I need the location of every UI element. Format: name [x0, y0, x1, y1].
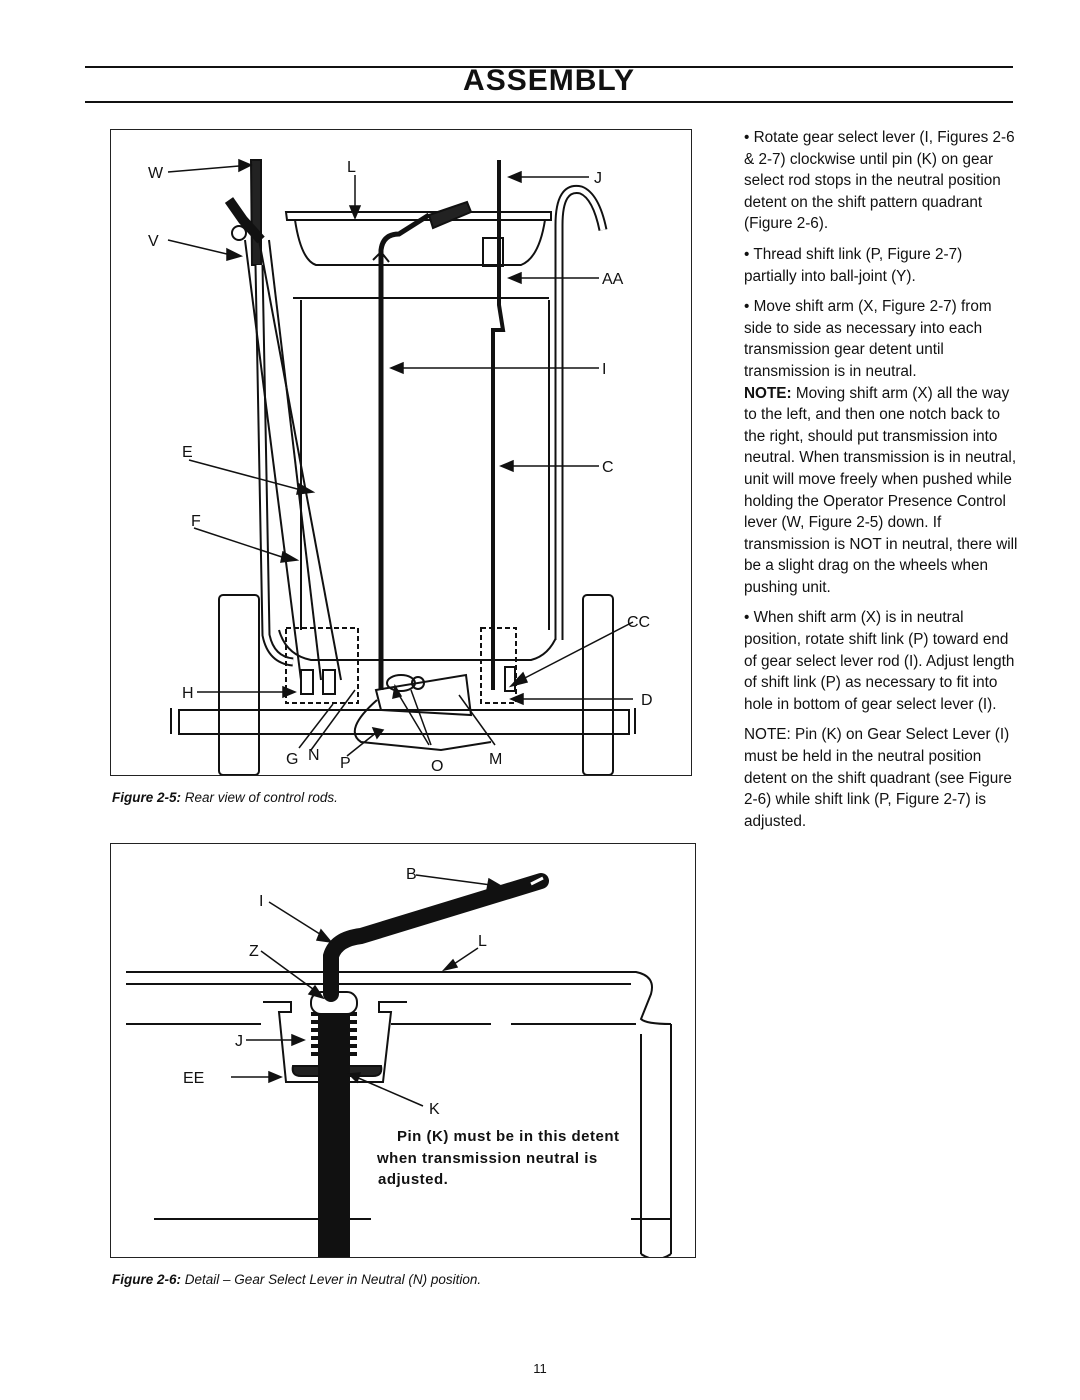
figure-2-5-caption-number: Figure 2-5:	[112, 790, 182, 805]
figure-2-6-drawing	[111, 844, 695, 1257]
note-neutral-label: NOTE:	[744, 384, 792, 402]
figure-2-5-caption	[112, 790, 338, 805]
label-C: C	[602, 459, 614, 476]
label-M: M	[489, 751, 503, 768]
label-EE: EE	[183, 1070, 205, 1087]
label-I: I	[259, 893, 264, 910]
instruction-thread-link: • Thread shift link (P, Figure 2-7) partially into ball-joint (Y).	[744, 244, 1019, 287]
label-P: P	[340, 755, 351, 772]
page-title: ASSEMBLY	[463, 64, 635, 97]
figure-2-6-caption-number: Figure 2-6:	[112, 1272, 182, 1287]
label-W: W	[148, 165, 164, 182]
instruction-rotate-shift-link: • When shift arm (X) is in neutral position, rotate shift link (P) toward end of gear select lever rod (I). Adjust length of shift link (P) as necessary to fit into hole in bottom of gear select lever (I).	[744, 607, 1019, 715]
note-pin-label: NOTE:	[744, 726, 791, 744]
note-neutral-text: Moving shift arm (X) all the way to the left, and then one notch back to the right, should put transmission into neutral. When transmission is in neutral, unit will move freely when pushed while holding the Operator Presence Control lever (W, Figure 2-5) down. If transmission is NOT in neutral, there will be a slight drag on the wheels when pushing unit.	[744, 384, 1018, 596]
label-L: L	[347, 159, 356, 176]
label-G: G	[286, 751, 299, 768]
label-N: N	[308, 747, 320, 764]
label-AA: AA	[602, 271, 624, 288]
instruction-rotate-lever: • Rotate gear select lever (I, Figures 2-6 & 2-7) clockwise until pin (K) on gear select rod stops in the neutral position detent on the shift pattern quadrant (Figure 2-6).	[744, 127, 1019, 235]
label-K: K	[429, 1101, 440, 1118]
label-H: H	[182, 685, 194, 702]
label-F: F	[191, 513, 201, 530]
label-J: J	[235, 1033, 243, 1050]
instruction-move-shift-arm: • Move shift arm (X, Figure 2-7) from side to side as necessary into each transmission gear detent until transmission is in neutral.	[744, 296, 1019, 382]
callout-line-1: Pin (K) must be in this detent	[397, 1128, 620, 1145]
note-pin-text: Pin (K) on Gear Select Lever (I) must be held in the neutral position detent on the shift quadrant (see Figure 2-6) while shift link (P, Figure 2-7) is adjusted.	[744, 726, 1012, 830]
label-E: E	[182, 444, 193, 461]
label-CC: CC	[627, 614, 651, 631]
callout-line-3: adjusted.	[378, 1171, 449, 1188]
label-Z: Z	[249, 943, 259, 960]
label-V: V	[148, 233, 159, 250]
label-L: L	[478, 933, 487, 950]
note-pin	[744, 724, 1019, 832]
page-number: 11	[533, 1361, 547, 1376]
figure-2-5	[110, 129, 692, 776]
callout-line-2: when transmission neutral is	[377, 1150, 598, 1167]
label-B: B	[406, 866, 417, 883]
label-D: D	[641, 692, 653, 709]
figure-2-6-caption-text: Detail – Gear Select Lever in Neutral (N) position.	[184, 1272, 482, 1287]
label-I: I	[602, 361, 607, 378]
header-rule-bottom	[85, 101, 1013, 103]
figure-2-5-drawing	[111, 130, 691, 775]
figure-2-5-caption-text: Rear view of control rods.	[184, 790, 338, 805]
note-neutral	[744, 383, 1019, 599]
label-O: O	[431, 758, 444, 775]
figure-2-6	[110, 843, 696, 1258]
instructions-column	[744, 127, 1019, 841]
figure-2-6-caption	[112, 1272, 481, 1287]
label-J: J	[594, 170, 602, 187]
